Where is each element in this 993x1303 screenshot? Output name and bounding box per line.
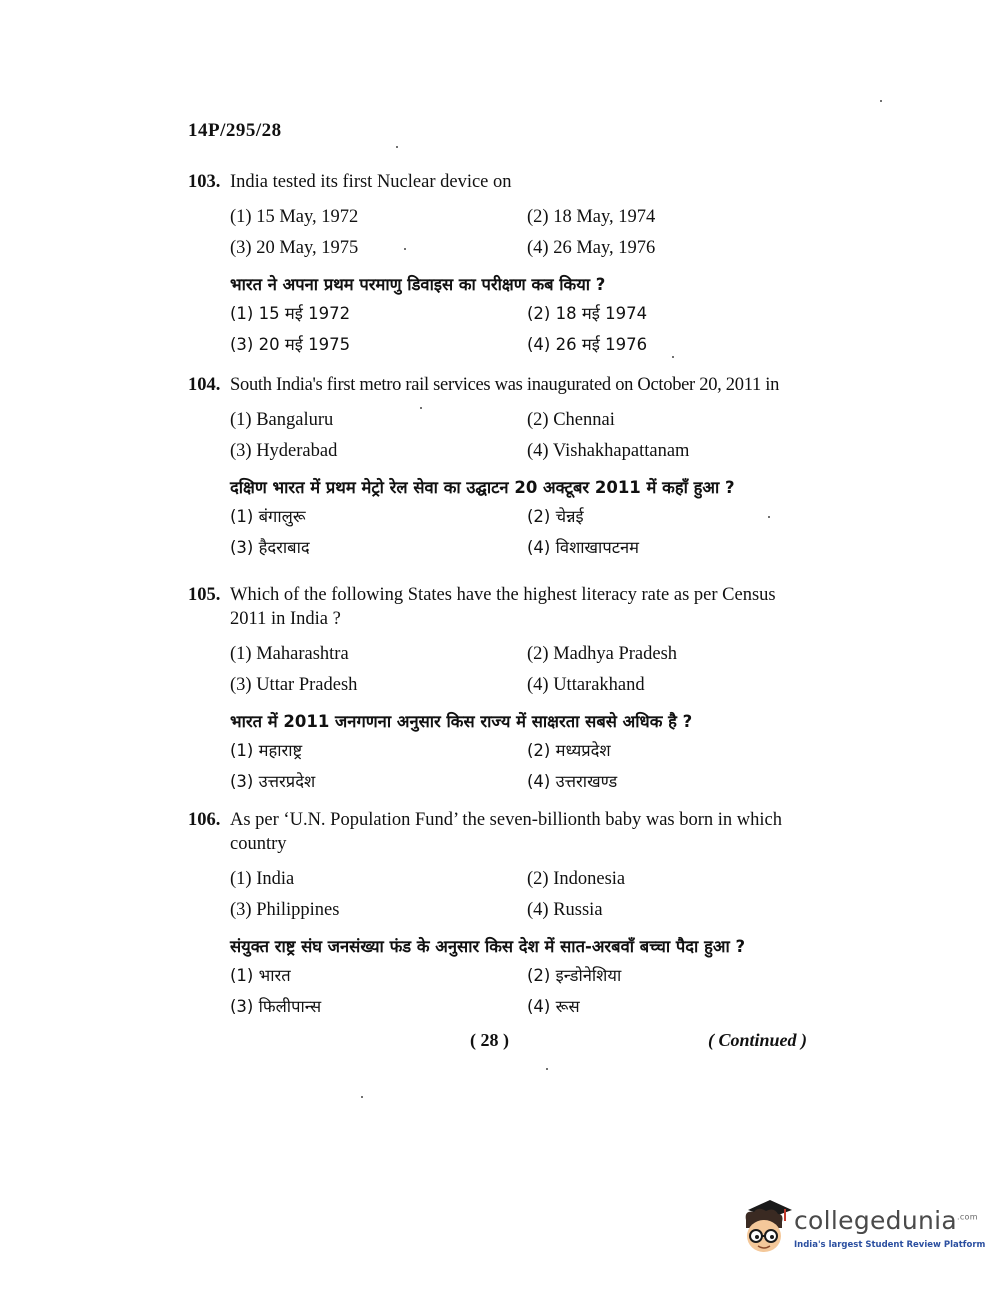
question-stem	[188, 583, 813, 631]
hindi-option-3: (3) हैदराबाद	[230, 538, 310, 557]
english-options	[230, 864, 813, 926]
question-text: South India's first metro rail services was inaugurated on October 20, 2011 in	[230, 375, 780, 395]
hindi-question-text: भारत ने अपना प्रथम परमाणु डिवाइस का परीक्षण कब किया ?	[230, 275, 606, 294]
option-1: (1) Bangaluru	[230, 410, 334, 430]
option-4: (4) Russia	[527, 900, 603, 920]
question-text: India tested its first Nuclear device on	[230, 172, 512, 192]
logo-name: collegedunia	[794, 1206, 957, 1235]
hindi-question-text: भारत में 2011 जनगणना अनुसार किस राज्य में साक्षरता सबसे अधिक है ?	[230, 712, 693, 731]
hindi-option-4: (4) उत्तराखण्ड	[527, 772, 618, 791]
option-3: (3) Hyderabad	[230, 441, 338, 461]
hindi-option-2: (2) इन्डोनेशिया	[527, 966, 622, 985]
hindi-option-1: (1) बंगालुरू	[230, 507, 306, 526]
hindi-option-1: (1) भारत	[230, 966, 291, 985]
hindi-option-1: (1) महाराष्ट्र	[230, 741, 303, 760]
hindi-option-2: (2) चेन्नई	[527, 507, 584, 526]
option-3: (3) 20 May, 1975	[230, 238, 359, 258]
logo-tagline: India's largest Student Review Platform	[794, 1240, 986, 1250]
option-1: (1) Maharashtra	[230, 644, 349, 664]
page-number: ( 28 )	[470, 1030, 509, 1050]
english-options	[230, 405, 813, 467]
question-number: 105.	[188, 585, 221, 605]
question-stem	[188, 808, 813, 856]
option-2: (2) Madhya Pradesh	[527, 644, 678, 664]
scan-speck	[420, 407, 422, 409]
hindi-question-text: संयुक्त राष्ट्र संघ जनसंख्या फंड के अनुसार किस देश में सात-अरबवाँ बच्चा पैदा हुआ ?	[230, 937, 746, 956]
hindi-option-4: (4) विशाखापटनम	[527, 538, 640, 557]
scan-speck	[672, 356, 674, 358]
scan-speck	[546, 1068, 548, 1070]
option-1: (1) India	[230, 869, 295, 889]
continued-label: ( Continued )	[708, 1030, 808, 1050]
english-options	[230, 639, 813, 701]
scan-speck	[880, 100, 882, 102]
hindi-question-text: दक्षिण भारत में प्रथम मेट्रो रेल सेवा का उद्घाटन 20 अक्टूबर 2011 में कहाँ हुआ ?	[230, 478, 735, 497]
option-2: (2) Chennai	[527, 410, 615, 430]
question-stem	[188, 373, 813, 397]
scan-speck	[361, 1096, 363, 1098]
hindi-option-2: (2) 18 मई 1974	[527, 304, 648, 323]
question-text: As per ‘U.N. Population Fund’ the seven-billionth baby was born in which country	[230, 810, 783, 854]
option-3: (3) Uttar Pradesh	[230, 675, 358, 695]
question-106	[188, 808, 813, 1022]
hindi-options	[230, 298, 813, 360]
hindi-option-3: (3) उत्तरप्रदेश	[230, 772, 316, 791]
option-3: (3) Philippines	[230, 900, 340, 920]
question-103	[188, 170, 813, 360]
logo-wordmark	[794, 1206, 978, 1235]
hindi-option-4: (4) 26 मई 1976	[527, 335, 648, 354]
hindi-options	[230, 735, 813, 797]
option-2: (2) Indonesia	[527, 869, 626, 889]
hindi-option-4: (4) रूस	[527, 997, 580, 1016]
question-stem	[188, 170, 813, 194]
scan-speck	[768, 516, 770, 518]
hindi-option-1: (1) 15 मई 1972	[230, 304, 351, 323]
question-text: Which of the following States have the highest literacy rate as per Census 2011 in India ?	[230, 585, 776, 629]
option-4: (4) 26 May, 1976	[527, 238, 656, 258]
option-1: (1) 15 May, 1972	[230, 207, 359, 227]
logo-suffix: .com	[957, 1212, 978, 1222]
english-options	[230, 202, 813, 264]
question-104	[188, 373, 813, 563]
scan-speck	[396, 146, 398, 148]
collegedunia-logo	[738, 1198, 986, 1258]
hindi-options	[230, 501, 813, 563]
option-4: (4) Uttarakhand	[527, 675, 645, 695]
hindi-options	[230, 960, 813, 1022]
scan-speck	[404, 248, 406, 250]
question-105	[188, 583, 813, 797]
option-2: (2) 18 May, 1974	[527, 207, 656, 227]
question-number: 106.	[188, 810, 221, 830]
question-number: 104.	[188, 375, 221, 395]
question-number: 103.	[188, 172, 221, 192]
student-mascot-icon	[738, 1198, 794, 1258]
hindi-option-3: (3) 20 मई 1975	[230, 335, 351, 354]
hindi-option-2: (2) मध्यप्रदेश	[527, 741, 611, 760]
option-4: (4) Vishakhapattanam	[527, 441, 690, 461]
paper-code: 14P/295/28	[188, 120, 282, 141]
hindi-option-3: (3) फिलीपान्स	[230, 997, 322, 1016]
